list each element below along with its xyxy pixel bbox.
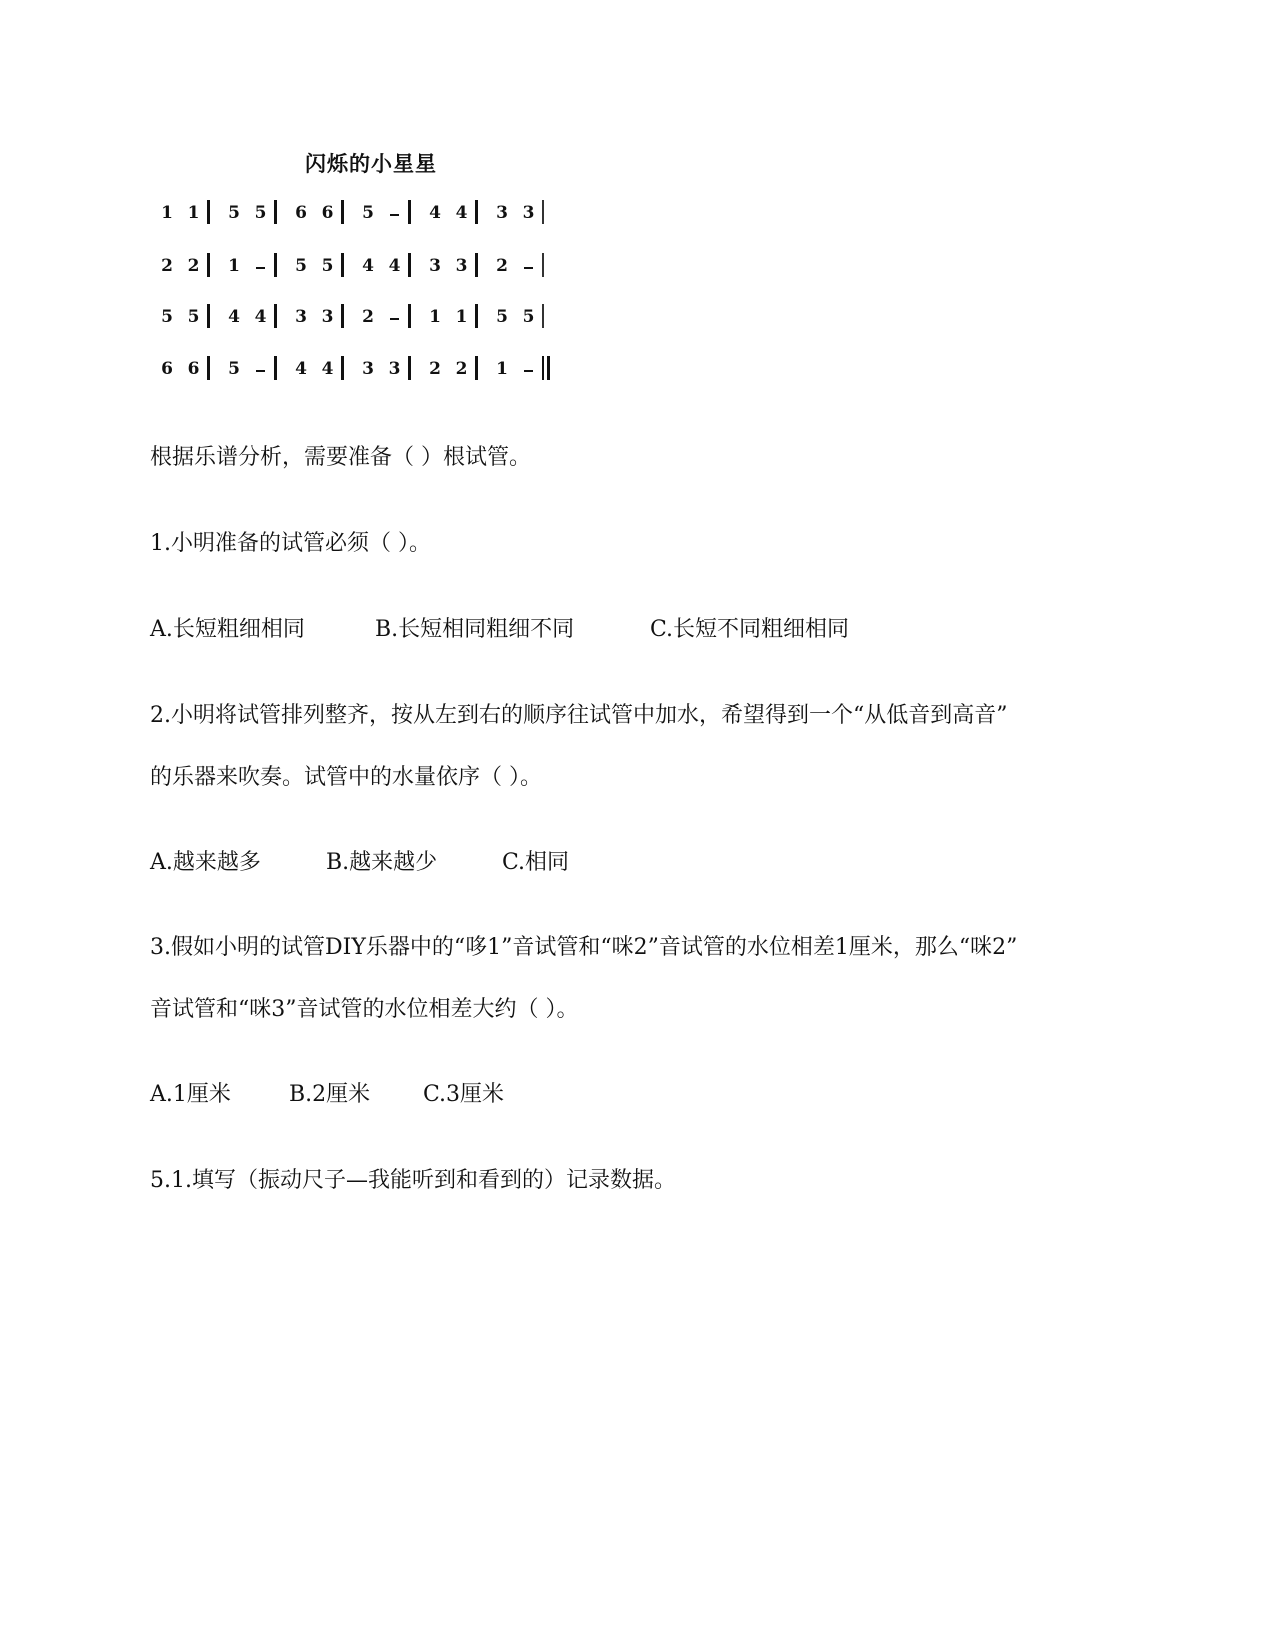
barline <box>408 304 411 328</box>
note: 4 <box>228 307 240 327</box>
score-title: 闪烁的小星星 <box>305 152 437 176</box>
note: 3 <box>362 359 374 379</box>
barline <box>475 356 478 380</box>
barline <box>475 253 478 277</box>
note: 4 <box>321 359 334 379</box>
sustain-dash <box>524 267 533 269</box>
note: 5 <box>522 307 535 327</box>
end-barline <box>547 356 550 380</box>
barline <box>408 253 411 277</box>
note: 5 <box>295 256 307 276</box>
note: 4 <box>388 256 401 276</box>
score-row <box>160 253 600 281</box>
note: 4 <box>295 359 307 379</box>
question-tube-count: 根据乐谱分析，需要准备（ ）根试管。 <box>150 445 531 470</box>
q2-option-b: B.越来越少 <box>326 850 438 875</box>
sustain-dash <box>524 370 533 372</box>
note: 3 <box>388 359 401 379</box>
question-3-line-2: 音试管和“咪3”音试管的水位相差大约（ ）。 <box>150 997 579 1022</box>
barline <box>542 200 544 224</box>
note: 6 <box>187 359 200 379</box>
barline <box>274 200 277 224</box>
note: 3 <box>429 256 441 276</box>
note: 4 <box>429 203 441 223</box>
score-row <box>160 200 600 228</box>
note: 5 <box>254 203 267 223</box>
note: 4 <box>455 203 468 223</box>
note: 3 <box>321 307 334 327</box>
note: 4 <box>254 307 267 327</box>
q3-option-a: A.1厘米 <box>150 1082 231 1107</box>
barline <box>207 356 210 380</box>
note: 2 <box>455 359 468 379</box>
note: 5 <box>187 307 200 327</box>
barline <box>207 200 210 224</box>
barline <box>408 356 411 380</box>
q1-option-c: C.长短不同粗细相同 <box>650 617 850 642</box>
note: 1 <box>228 256 240 276</box>
q3-option-b: B.2厘米 <box>289 1082 371 1107</box>
note: 2 <box>496 256 508 276</box>
barline <box>274 356 277 380</box>
barline <box>341 253 344 277</box>
note: 1 <box>455 307 468 327</box>
note: 1 <box>496 359 508 379</box>
note: 1 <box>161 203 173 223</box>
q3-option-c: C.3厘米 <box>423 1082 505 1107</box>
note: 5 <box>228 203 240 223</box>
sustain-dash <box>256 370 265 372</box>
note: 4 <box>362 256 374 276</box>
music-score <box>160 148 620 398</box>
note: 5 <box>362 203 374 223</box>
note: 6 <box>321 203 334 223</box>
barline <box>207 304 210 328</box>
note: 5 <box>321 256 334 276</box>
barline <box>274 304 277 328</box>
barline <box>274 253 277 277</box>
sustain-dash <box>390 214 399 216</box>
score-row <box>160 304 600 332</box>
note: 5 <box>496 307 508 327</box>
note: 3 <box>522 203 535 223</box>
barline <box>542 253 544 277</box>
barline <box>475 200 478 224</box>
note: 6 <box>295 203 307 223</box>
note: 3 <box>496 203 508 223</box>
note: 1 <box>429 307 441 327</box>
note: 3 <box>295 307 307 327</box>
barline <box>341 200 344 224</box>
question-1: 1.小明准备的试管必须（ ）。 <box>150 531 431 556</box>
barline <box>341 304 344 328</box>
note: 2 <box>161 256 173 276</box>
q2-option-c: C.相同 <box>502 850 570 875</box>
note: 2 <box>362 307 374 327</box>
barline <box>475 304 478 328</box>
q1-option-b: B.长短相同粗细不同 <box>375 617 575 642</box>
score-row <box>160 356 600 384</box>
note: 5 <box>161 307 173 327</box>
sustain-dash <box>256 267 265 269</box>
barline <box>207 253 210 277</box>
question-2-line-2: 的乐器来吹奏。试管中的水量依序（ ）。 <box>150 765 542 790</box>
end-barline <box>542 356 544 380</box>
note: 2 <box>187 256 200 276</box>
note: 6 <box>161 359 173 379</box>
question-5-1: 5.1.填写（振动尺子—我能听到和看到的）记录数据。 <box>150 1168 676 1193</box>
barline <box>341 356 344 380</box>
barline <box>542 304 544 328</box>
sustain-dash <box>390 318 399 320</box>
q1-option-a: A.长短粗细相同 <box>150 617 305 642</box>
note: 1 <box>187 203 200 223</box>
note: 5 <box>228 359 240 379</box>
barline <box>408 200 411 224</box>
note: 2 <box>429 359 441 379</box>
note: 3 <box>455 256 468 276</box>
q2-option-a: A.越来越多 <box>150 850 261 875</box>
question-2-line-1: 2.小明将试管排列整齐，按从左到右的顺序往试管中加水，希望得到一个“从低音到高音” <box>150 703 1008 728</box>
question-3-line-1: 3.假如小明的试管DIY乐器中的“哆1”音试管和“咪2”音试管的水位相差1厘米，那么“咪2” <box>150 935 1018 960</box>
